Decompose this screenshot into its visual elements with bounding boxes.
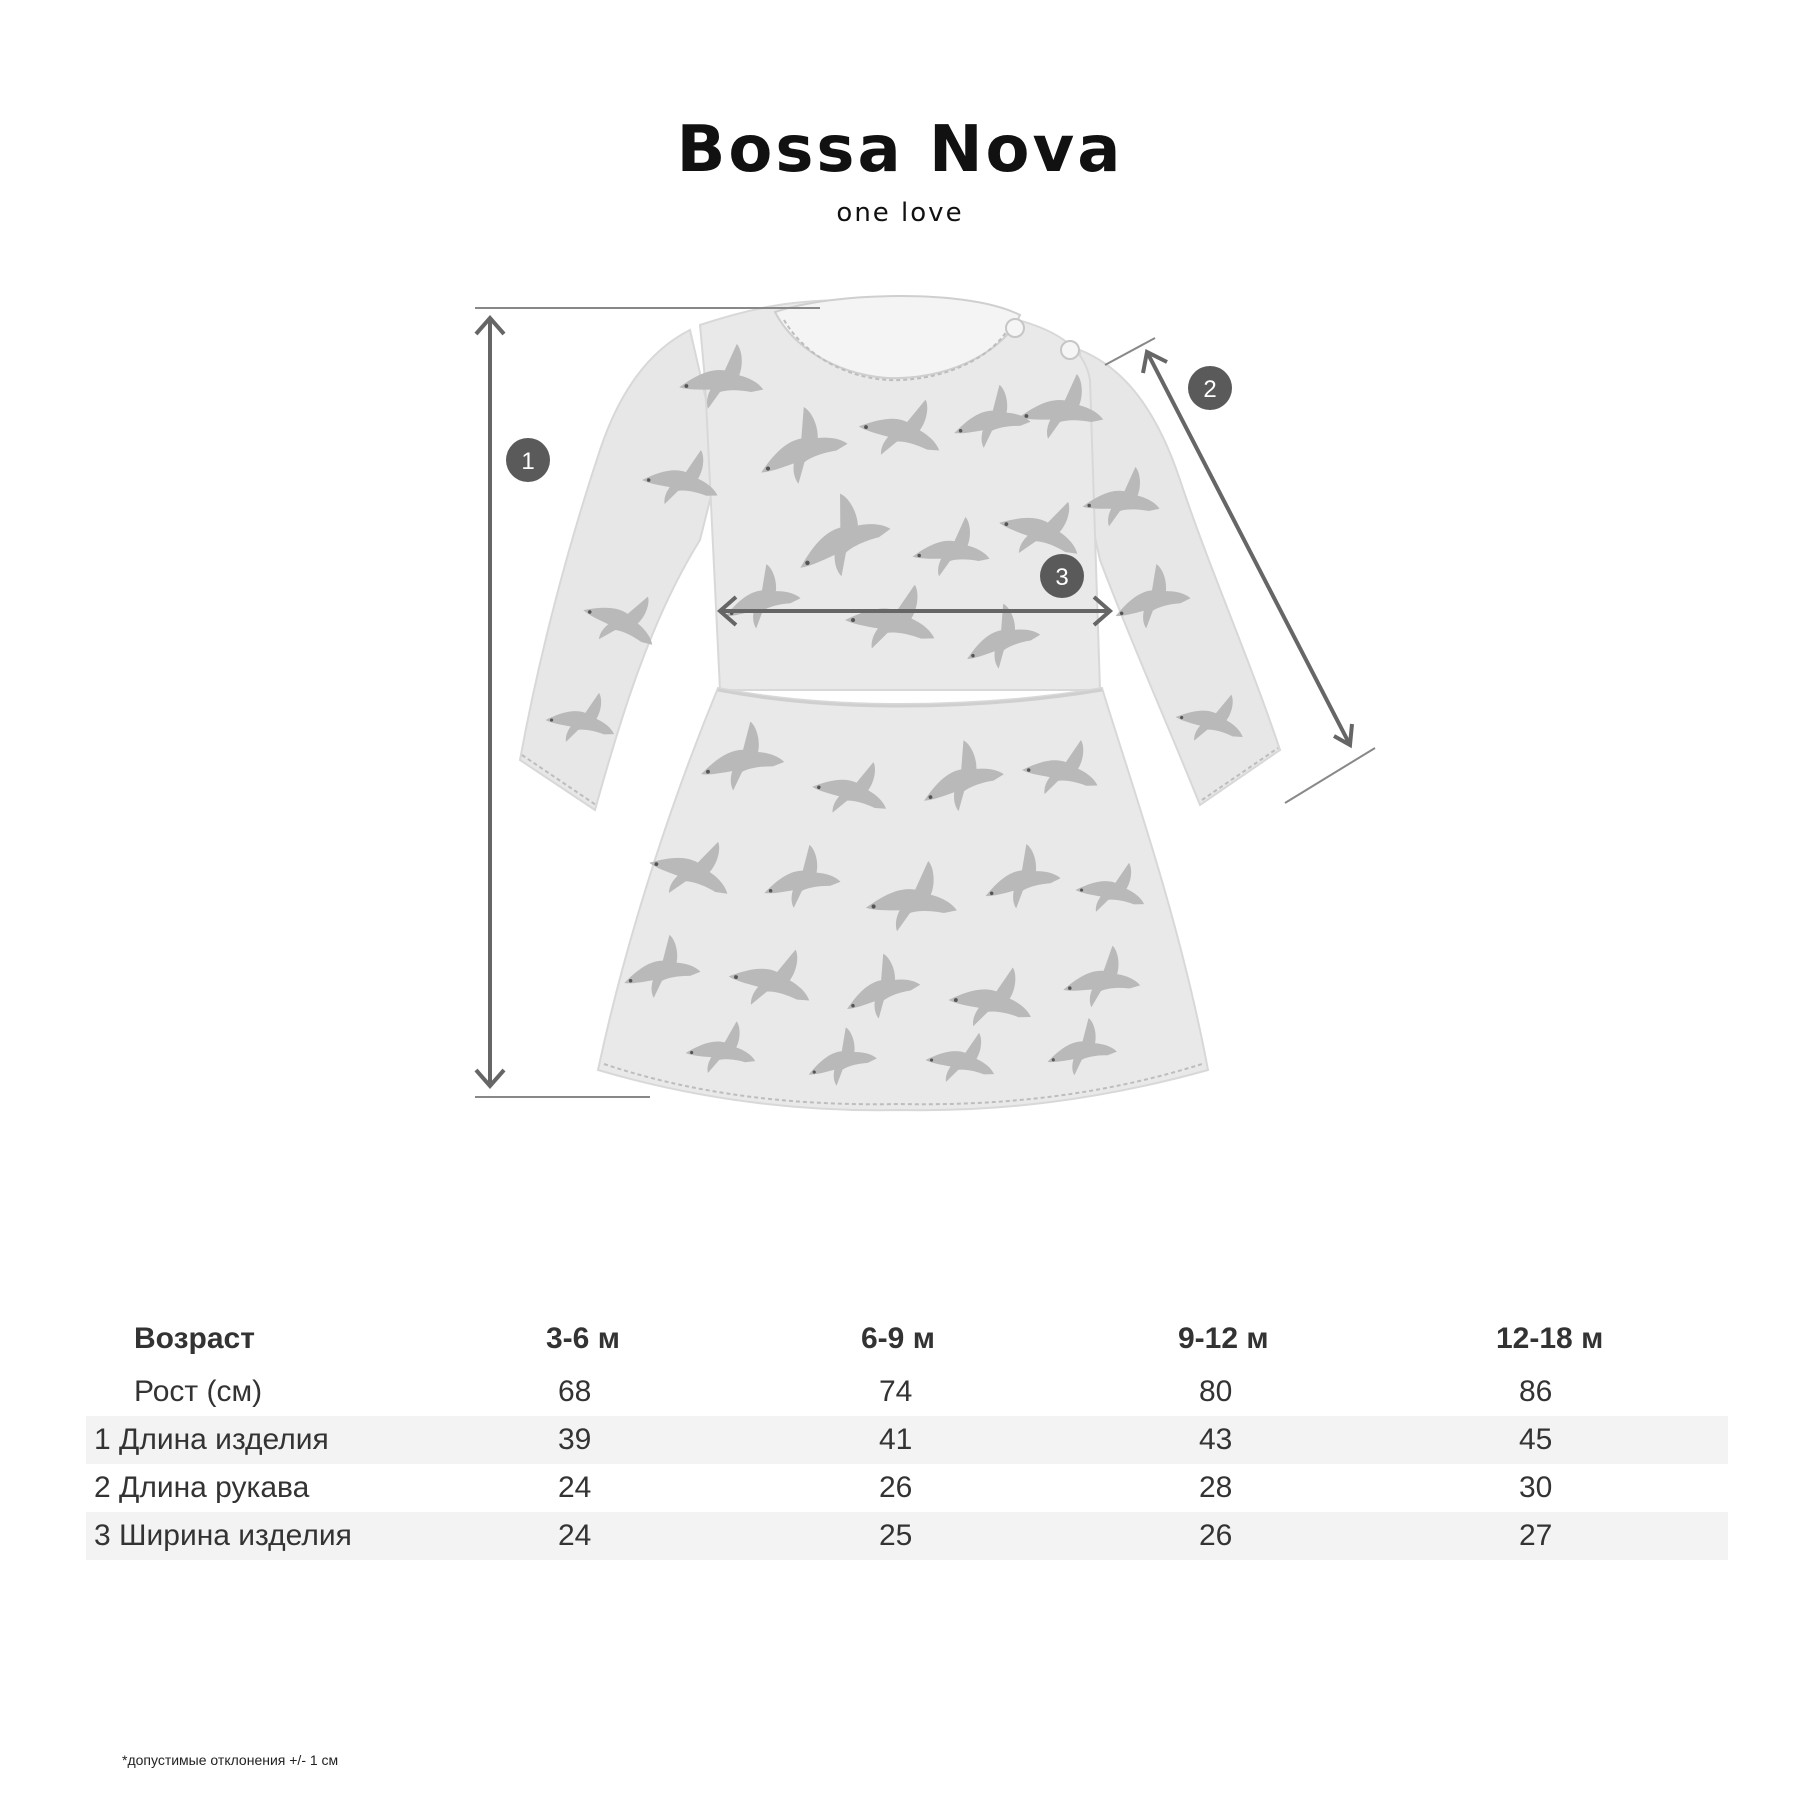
marker-1-badge: [506, 438, 550, 482]
marker-3-badge: [1040, 554, 1084, 598]
marker-2-label: 2: [1203, 376, 1217, 403]
table-cell: 24: [558, 1471, 592, 1504]
row-label: 3 Ширина изделия: [94, 1519, 352, 1552]
table-row: [86, 1464, 1728, 1512]
header-age-label: Возраст: [134, 1322, 255, 1355]
marker-3-label: 3: [1055, 564, 1069, 591]
header-size-1: 3-6 м: [546, 1322, 620, 1355]
table-cell: 25: [879, 1519, 913, 1552]
marker-2-badge: [1188, 366, 1232, 410]
table-cell: 74: [879, 1375, 913, 1408]
size-table: [86, 1310, 1728, 1560]
header-size-3: 9-12 м: [1178, 1322, 1269, 1355]
dress-illustration: [520, 296, 1280, 1110]
table-row: [86, 1416, 1728, 1464]
table-cell: 39: [558, 1423, 592, 1456]
brand-title: Bossa Nova: [676, 113, 1124, 187]
header-size-2: 6-9 м: [861, 1322, 935, 1355]
table-cell: 26: [879, 1471, 913, 1504]
table-header-row: [86, 1310, 1728, 1368]
tolerance-footnote: *допустимые отклонения +/- 1 см: [122, 1752, 339, 1768]
table-cell: 26: [1199, 1519, 1233, 1552]
marker-1-label: 1: [521, 448, 535, 475]
row-label: Рост (см): [134, 1375, 263, 1408]
row-label: 2 Длина рукава: [94, 1471, 310, 1504]
table-cell: 28: [1199, 1471, 1233, 1504]
brand-subtitle: one love: [836, 198, 964, 228]
row-label: 1 Длина изделия: [94, 1423, 329, 1456]
table-cell: 80: [1199, 1375, 1233, 1408]
header-size-4: 12-18 м: [1496, 1322, 1604, 1355]
table-cell: 30: [1519, 1471, 1553, 1504]
table-cell: 27: [1519, 1519, 1553, 1552]
table-cell: 68: [558, 1375, 592, 1408]
table-cell: 45: [1519, 1423, 1553, 1456]
table-row: [86, 1512, 1728, 1560]
table-cell: 43: [1199, 1423, 1233, 1456]
table-cell: 41: [879, 1423, 913, 1456]
table-cell: 24: [558, 1519, 592, 1552]
table-row: [86, 1368, 1728, 1416]
table-cell: 86: [1519, 1375, 1553, 1408]
